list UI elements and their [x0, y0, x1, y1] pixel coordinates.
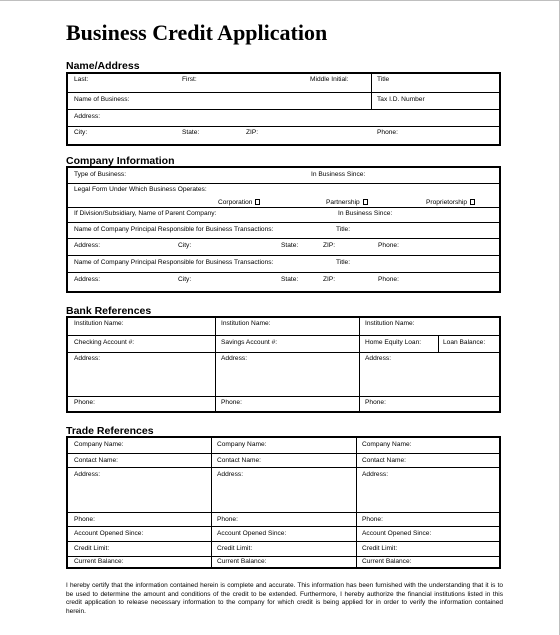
row-address [68, 110, 499, 127]
current-balance-1-label: Current Balance: [74, 558, 124, 565]
page-title: Business Credit Application [66, 20, 328, 45]
row-division [68, 208, 499, 223]
legal-form-label: Legal Form Under Which Business Operates: [74, 186, 207, 193]
in-business-since-2-label: In Business Since: [338, 210, 393, 217]
bank-address-3-label: Address: [365, 355, 392, 362]
row-city [68, 127, 499, 144]
section-heading-trade-refs: Trade References [66, 425, 154, 437]
row-type [68, 168, 499, 184]
phone-2-label: Phone: [378, 276, 399, 283]
proprietorship-label: Proprietorship [426, 199, 468, 206]
address-label: Address: [74, 113, 101, 120]
trade-address-3-label: Address: [362, 471, 389, 478]
row-bank-address [68, 353, 499, 397]
trade-refs-box [66, 436, 501, 569]
divider [371, 93, 372, 109]
row-accounts [68, 336, 499, 353]
savings-account-label: Savings Account #: [221, 339, 278, 346]
bank-refs-box [66, 316, 501, 413]
corporation-option[interactable] [218, 199, 260, 207]
loan-balance-label: Loan Balance: [443, 339, 486, 346]
principal-1-label: Name of Company Principal Responsible for Business Transactions: [74, 226, 274, 233]
zip-2-label: ZIP: [323, 276, 336, 283]
title-1-label: Title: [336, 226, 351, 233]
address-1-label: Address: [74, 242, 101, 249]
row-business [68, 93, 499, 110]
middle-initial-label: Middle Initial: [310, 76, 349, 83]
phone-1-label: Phone: [378, 242, 399, 249]
company-name-2-label: Company Name: [217, 441, 267, 448]
current-balance-3-label: Current Balance: [362, 558, 412, 565]
last-label: Last: [74, 76, 89, 83]
partnership-label: Partnership [326, 199, 360, 206]
row-principal-2 [68, 256, 499, 273]
bank-address-2-label: Address: [221, 355, 248, 362]
credit-limit-3-label: Credit Limit: [362, 545, 398, 552]
account-opened-3-label: Account Opened Since: [362, 530, 432, 537]
divider [371, 74, 372, 92]
certification-text: I hereby certify that the information contained herein is complete and accurate. This information has been furnished with the understanding that it is to be used to determine the amount and conditions of the credit to be extended. Furthermore, I hereby authorize the financial institutions listed in this credit application to release necessary information to the company for which credit is being applied for in order to verify the information contained herein. [66, 582, 503, 615]
bank-address-1-label: Address: [74, 355, 101, 362]
in-business-since-label: In Business Since: [311, 171, 366, 178]
credit-limit-1-label: Credit Limit: [74, 545, 110, 552]
row-legal-form [68, 184, 499, 208]
section-heading-bank-refs: Bank References [66, 305, 152, 317]
city-label: City: [74, 129, 88, 136]
division-label: If Division/Subsidiary, Name of Parent Company: [74, 210, 217, 217]
credit-limit-2-label: Credit Limit: [217, 545, 253, 552]
proprietorship-checkbox[interactable] [470, 199, 475, 205]
row-principal-1 [68, 223, 499, 239]
contact-name-1-label: Contact Name: [74, 457, 118, 464]
account-opened-1-label: Account Opened Since: [74, 530, 144, 537]
row-contact-name [68, 454, 499, 468]
corporation-label: Corporation [218, 199, 253, 206]
row-bank-phone [68, 397, 499, 411]
name-address-box [66, 72, 501, 146]
title-2-label: Title: [336, 259, 351, 266]
state-2-label: State: [281, 276, 299, 283]
row-trade-address [68, 468, 499, 513]
trade-phone-1-label: Phone: [74, 516, 95, 523]
page-frame-top [0, 0, 560, 1]
trade-address-2-label: Address: [217, 471, 244, 478]
row-trade-phone [68, 513, 499, 527]
row-account-opened [68, 527, 499, 542]
principal-2-label: Name of Company Principal Responsible for Business Transactions: [74, 259, 274, 266]
phone-label: Phone: [377, 129, 398, 136]
row-company-name [68, 438, 499, 454]
section-heading-company-info: Company Information [66, 155, 175, 167]
account-opened-2-label: Account Opened Since: [217, 530, 287, 537]
zip-1-label: ZIP: [323, 242, 336, 249]
company-name-1-label: Company Name: [74, 441, 124, 448]
company-info-box [66, 166, 501, 293]
first-label: First: [182, 76, 197, 83]
company-name-3-label: Company Name: [362, 441, 412, 448]
institution-name-2-label: Institution Name: [221, 320, 271, 327]
zip-label: ZIP: [246, 129, 259, 136]
contact-name-2-label: Contact Name: [217, 457, 261, 464]
bank-phone-3-label: Phone: [365, 399, 386, 406]
divider [438, 336, 439, 352]
current-balance-2-label: Current Balance: [217, 558, 267, 565]
institution-name-3-label: Institution Name: [365, 320, 415, 327]
bank-phone-2-label: Phone: [221, 399, 242, 406]
row-name [68, 74, 499, 93]
state-1-label: State: [281, 242, 299, 249]
home-equity-label: Home Equity Loan: [365, 339, 422, 346]
trade-phone-2-label: Phone: [217, 516, 238, 523]
corporation-checkbox[interactable] [255, 199, 260, 205]
section-heading-name-address: Name/Address [66, 60, 140, 72]
partnership-option[interactable] [326, 199, 368, 207]
row-institution [68, 318, 499, 336]
city-2-label: City: [178, 276, 192, 283]
trade-phone-3-label: Phone: [362, 516, 383, 523]
name-of-business-label: Name of Business: [74, 96, 130, 103]
state-label: State: [182, 129, 200, 136]
row-current-balance [68, 557, 499, 567]
row-address-1 [68, 239, 499, 256]
title-label: Title [377, 76, 390, 83]
row-address-2 [68, 273, 499, 291]
institution-name-1-label: Institution Name: [74, 320, 124, 327]
city-1-label: City: [178, 242, 192, 249]
row-credit-limit [68, 542, 499, 557]
proprietorship-option[interactable] [426, 199, 475, 207]
checking-account-label: Checking Account #: [74, 339, 135, 346]
partnership-checkbox[interactable] [363, 199, 368, 205]
address-2-label: Address: [74, 276, 101, 283]
trade-address-1-label: Address: [74, 471, 101, 478]
bank-phone-1-label: Phone: [74, 399, 95, 406]
contact-name-3-label: Contact Name: [362, 457, 406, 464]
tax-id-label: Tax I.D. Number [377, 96, 425, 103]
type-of-business-label: Type of Business: [74, 171, 127, 178]
